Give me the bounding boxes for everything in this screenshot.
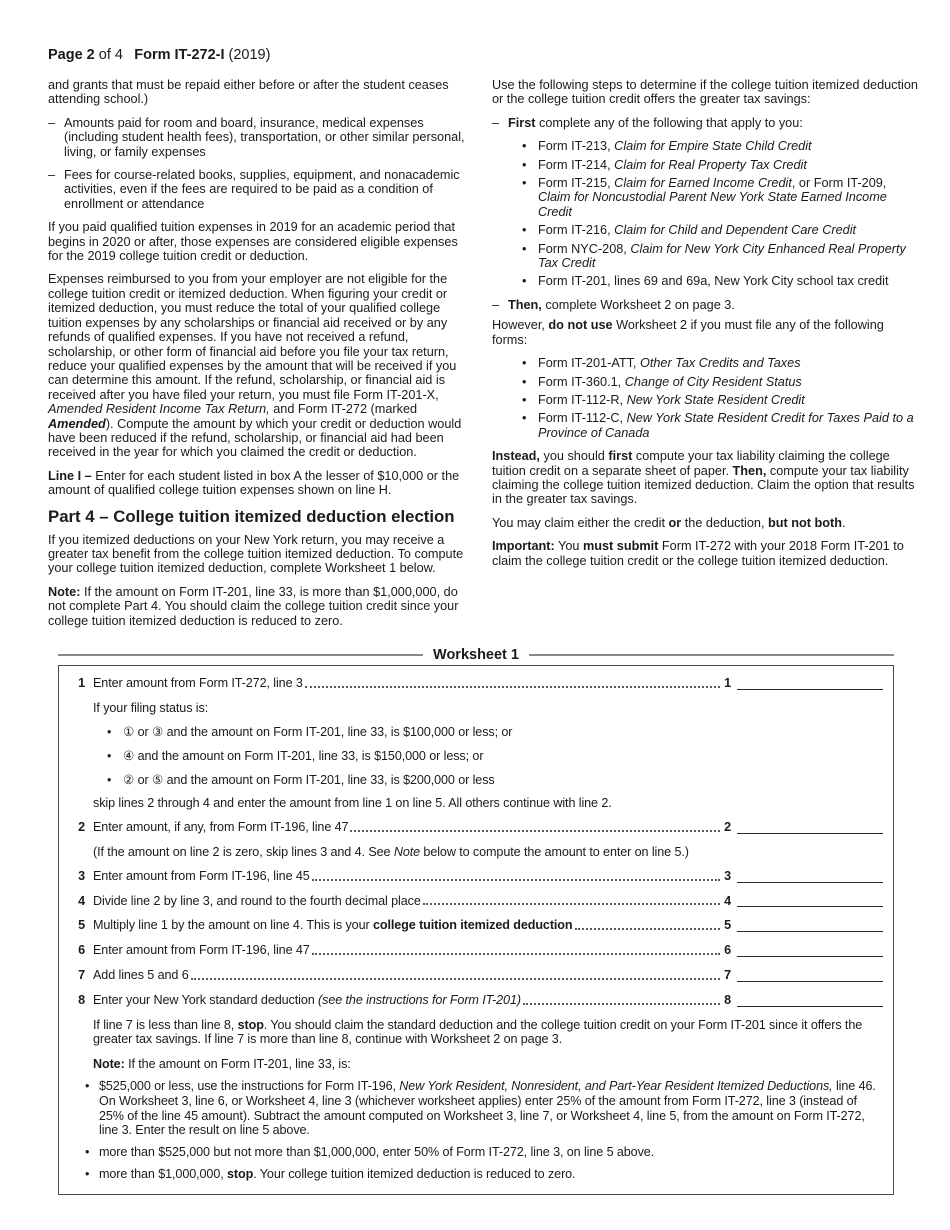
bullet-marker: • xyxy=(85,1078,90,1093)
amount-entry-line-7[interactable] xyxy=(737,981,883,982)
worksheet-1 xyxy=(58,648,894,1195)
line-number: 7 xyxy=(78,967,85,982)
bullet-marker: • xyxy=(522,392,527,407)
bullet-marker: • xyxy=(107,725,112,739)
form-list-text: Form IT-215, Claim for Earned Income Credit, or Form IT-209, Claim for Noncustodial Parent New York State Earned Income Credit xyxy=(538,176,887,219)
worksheet-line-3 xyxy=(69,869,883,884)
line-number: 5 xyxy=(78,918,85,933)
line-number: 2 xyxy=(78,820,85,835)
paragraph-line-i: Line I – Enter for each student listed in box A the lesser of $10,000 or the amount of qualified college tuition expenses shown on line H. xyxy=(48,468,460,498)
bullet-marker: • xyxy=(107,748,112,763)
line-text: Divide line 2 by line 3, and round to the fourth decimal place xyxy=(93,893,421,908)
worksheet-line-6 xyxy=(69,943,883,958)
dot-leader xyxy=(191,978,720,980)
form-list-text: Form IT-213, Claim for Empire State Child Credit xyxy=(538,139,812,154)
line-number-right: 6 xyxy=(724,943,731,958)
bullet-marker: • xyxy=(522,374,527,389)
bullet-marker: • xyxy=(522,241,527,256)
line-number: 6 xyxy=(78,943,85,958)
form-list-text: Form IT-112-C, New York State Resident Credit for Taxes Paid to a Province of Canada xyxy=(538,411,914,440)
right-column xyxy=(492,78,922,577)
excluded-expense-item xyxy=(48,116,469,159)
amount-entry-line-1[interactable] xyxy=(737,689,883,690)
worksheet-line-1 xyxy=(69,676,883,691)
excluded-expense-text: Amounts paid for room and board, insurance, medical expenses (including student health fees), transportation, or other similar personal, living, or family expenses xyxy=(64,115,465,159)
bullet-marker: • xyxy=(522,176,527,191)
part4-paragraph: If you itemized deductions on your New York return, you may receive a greater tax benefit from the college tuition itemized deduction. To compute your college tuition itemized deduction, complete Worksheet 1 below. xyxy=(48,532,464,576)
part4-note: Note: If the amount on Form IT-201, line 33, is more than $1,000,000, do not complete Part 4. You should claim the college tuition credit since your college tuition itemized deduction is reduced to zero. xyxy=(48,584,459,628)
filing-status-intro: If your filing status is: xyxy=(93,701,209,716)
line-text: Enter amount, if any, from Form IT-196, line 47 xyxy=(93,820,349,835)
line-number: 3 xyxy=(78,868,85,883)
dash-marker: – xyxy=(48,115,56,130)
amount-entry-line-8[interactable] xyxy=(737,1006,883,1007)
note-bullet-text: more than $525,000 but not more than $1,000,000, enter 50% of Form IT-272, line 3, on line 5 above. xyxy=(99,1145,655,1160)
bullet-marker: • xyxy=(522,274,527,289)
form-list-text: Form IT-112-R, New York State Resident Credit xyxy=(538,392,805,407)
filing-status-text: ④ and the amount on Form IT-201, line 33, is $150,000 or less; or xyxy=(123,748,484,763)
line-text: Enter amount from Form IT-196, line 47 xyxy=(93,943,310,958)
form-list-item xyxy=(522,375,922,389)
amount-entry-line-5[interactable] xyxy=(737,931,883,932)
form-list-item xyxy=(522,176,922,219)
line-number-right: 2 xyxy=(724,820,731,835)
dot-leader xyxy=(312,879,720,881)
dash-marker: – xyxy=(492,115,500,130)
step-first-text: First complete any of the following that apply to you: xyxy=(508,115,803,130)
bullet-marker: • xyxy=(522,356,527,371)
steps-intro: Use the following steps to determine if the college tuition itemized deduction or the college tuition credit offers the greater tax savings: xyxy=(492,78,918,107)
note-bullet-item xyxy=(85,1167,883,1182)
line-number-right: 3 xyxy=(724,868,731,883)
form-list-item xyxy=(522,411,922,440)
page-header: Page 2 of 4 Form IT-272-I (2019) xyxy=(48,47,271,63)
skip-lines-note: skip lines 2 through 4 and enter the amount from line 1 on line 5. All others continue with line 2. xyxy=(93,796,612,811)
dot-leader xyxy=(305,686,720,688)
note-bullet-text: $525,000 or less, use the instructions for Form IT-196, New York Resident, Nonresident, and Part-Year Resident Itemized Deductions, line 46. On Worksheet 3, line 6, or Worksheet 4, line 3 (whichever worksheet applies) enter 25% of the amount from Form IT-272, line 3 (instead of 25% of the line 45 amount). Subtract the amount computed on Worksheet 3, line 7, or Worksheet 4, line 5, from the amount on Form IT-272, line 3. Enter the result on line 5 above. xyxy=(99,1078,876,1138)
however-paragraph: However, do not use Worksheet 2 if you must file any of the following forms: xyxy=(492,318,884,347)
form-list-item xyxy=(522,158,922,172)
note-bullet-item xyxy=(85,1145,883,1160)
filing-status-option xyxy=(107,749,883,764)
bullet-marker: • xyxy=(522,139,527,154)
bullet-marker: • xyxy=(522,223,527,238)
line-text: Enter your New York standard deduction (see the instructions for Form IT-201) xyxy=(93,992,521,1007)
form-list-text: Form IT-201-ATT, Other Tax Credits and Taxes xyxy=(538,356,801,371)
worksheet-note-heading: Note: If the amount on Form IT-201, line 33, is: xyxy=(93,1057,351,1072)
line-text: Multiply line 1 by the amount on line 4. This is your college tuition itemized deduction xyxy=(93,918,573,933)
line-number-right: 7 xyxy=(724,967,731,982)
line-text: Add lines 5 and 6 xyxy=(93,967,189,982)
paragraph-continuation: and grants that must be repaid either before or after the student ceases attending school.) xyxy=(48,78,449,107)
worksheet-title-row xyxy=(58,648,894,662)
line-number-right: 1 xyxy=(724,676,731,691)
important-paragraph: Important: You must submit Form IT-272 with your 2018 Form IT-201 to claim the college tuition credit or the college tuition itemized deduction. xyxy=(492,539,904,568)
bullet-marker: • xyxy=(107,772,112,787)
note-bullet-item xyxy=(85,1079,883,1138)
part4-heading: Part 4 – College tuition itemized deduction election xyxy=(48,506,455,526)
amount-entry-line-2[interactable] xyxy=(737,833,883,834)
filing-status-text: ② or ⑤ and the amount on Form IT-201, line 33, is $200,000 or less xyxy=(123,772,495,787)
title-rule-left xyxy=(58,654,423,656)
worksheet-line-5 xyxy=(69,918,883,933)
dash-marker: – xyxy=(492,297,500,312)
worksheet-line-8 xyxy=(69,993,883,1008)
amount-entry-line-3[interactable] xyxy=(737,882,883,883)
worksheet-line-7 xyxy=(69,968,883,983)
form-list-text: Form IT-214, Claim for Real Property Tax Credit xyxy=(538,157,807,172)
worksheet-line-4 xyxy=(69,894,883,909)
line-text: Enter amount from Form IT-272, line 3 xyxy=(93,676,303,691)
form-list-item xyxy=(522,393,922,407)
form-list-item xyxy=(522,223,922,237)
dot-leader xyxy=(523,1003,720,1005)
paragraph-2019-expenses: If you paid qualified tuition expenses in 2019 for an academic period that begins in 2020 or after, those expenses are considered eligible expenses for the 2019 college tuition credit or deduction. xyxy=(48,220,458,264)
form-list-item xyxy=(522,242,922,271)
dot-leader xyxy=(575,928,721,930)
bullet-marker: • xyxy=(85,1166,90,1181)
bullet-marker: • xyxy=(522,157,527,172)
left-column xyxy=(48,78,469,637)
step-first xyxy=(492,116,922,130)
worksheet-box xyxy=(58,665,894,1194)
instead-paragraph: Instead, you should first compute your tax liability claiming the college tuition credit on a separate sheet of paper. Then, compute your tax liability claiming the college tuition itemized deduction. Claim the option that results in the greater tax savings. xyxy=(492,449,915,507)
dash-marker: – xyxy=(48,168,56,183)
filing-status-option xyxy=(107,773,883,788)
dot-leader xyxy=(312,953,720,955)
stop-instruction: If line 7 is less than line 8, stop. You should claim the standard deduction and the college tuition credit on your Form IT-201 since it offers the greater tax savings. If line 7 is more than line 8, continue with Worksheet 2 on page 3. xyxy=(93,1017,863,1047)
line-number: 1 xyxy=(78,676,85,691)
line-number-right: 5 xyxy=(724,918,731,933)
note-bullet-text: more than $1,000,000, stop. Your college tuition itemized deduction is reduced to zero. xyxy=(99,1166,576,1181)
bullet-marker: • xyxy=(522,411,527,426)
worksheet-line-2 xyxy=(69,820,883,835)
worksheet-title: Worksheet 1 xyxy=(433,647,519,663)
form-list-text: Form NYC-208, Claim for New York City Enhanced Real Property Tax Credit xyxy=(538,241,906,271)
excluded-expense-item xyxy=(48,168,469,211)
filing-status-option xyxy=(107,725,883,740)
step-then xyxy=(492,298,922,312)
line-number: 8 xyxy=(78,992,85,1007)
line-text: Enter amount from Form IT-196, line 45 xyxy=(93,868,310,883)
step-then-text: Then, complete Worksheet 2 on page 3. xyxy=(508,297,735,312)
filing-status-text: ① or ③ and the amount on Form IT-201, line 33, is $100,000 or less; or xyxy=(123,725,513,739)
form-list-item xyxy=(522,274,922,288)
line-number: 4 xyxy=(78,893,85,908)
form-list-text: Form IT-216, Claim for Child and Dependent Care Credit xyxy=(538,223,857,238)
form-list-text: Form IT-201, lines 69 and 69a, New York City school tax credit xyxy=(538,274,889,289)
paragraph-reimbursed: Expenses reimbursed to you from your employer are not eligible for the college tuition credit or itemized deduction. When figuring your credit or itemized deduction, you must reduce the total of your qualified college tuition expenses by any scholarships or financial aid received or by any refunds of qualified expenses. If you have not received a refund, scholarship, or other form of financial aid before you file your tax return, reduce your qualified expenses by the amount that will be received if you can determine this amount. If the refund, scholarship, or financial aid is received after you have filed your return, you must file Form IT-201-X, Amended Resident Income Tax Return, and Form IT-272 (marked Amended). Compute the amount by which your credit or deduction would have been reduced if the refund, scholarship, or financial aid had been received in the year for which you claimed the credit or deduction. xyxy=(48,272,462,460)
amount-entry-line-4[interactable] xyxy=(737,906,883,907)
excluded-expense-text: Fees for course-related books, supplies, equipment, and nonacademic activities, even if the fees are required to be paid as a condition of enrollment or attendance xyxy=(64,168,460,211)
title-rule-right xyxy=(529,654,894,656)
claim-either-paragraph: You may claim either the credit or the deduction, but not both. xyxy=(492,515,846,530)
line-number-right: 8 xyxy=(724,992,731,1007)
bullet-marker: • xyxy=(85,1145,90,1160)
form-list-item xyxy=(522,139,922,153)
dot-leader xyxy=(423,903,720,905)
dot-leader xyxy=(350,830,720,832)
form-list-text: Form IT-360.1, Change of City Resident Status xyxy=(538,374,802,389)
form-list-item xyxy=(522,356,922,370)
amount-entry-line-6[interactable] xyxy=(737,956,883,957)
line-number-right: 4 xyxy=(724,893,731,908)
line-2-zero-note: (If the amount on line 2 is zero, skip lines 3 and 4. See Note below to compute the amount to enter on line 5.) xyxy=(93,844,689,859)
